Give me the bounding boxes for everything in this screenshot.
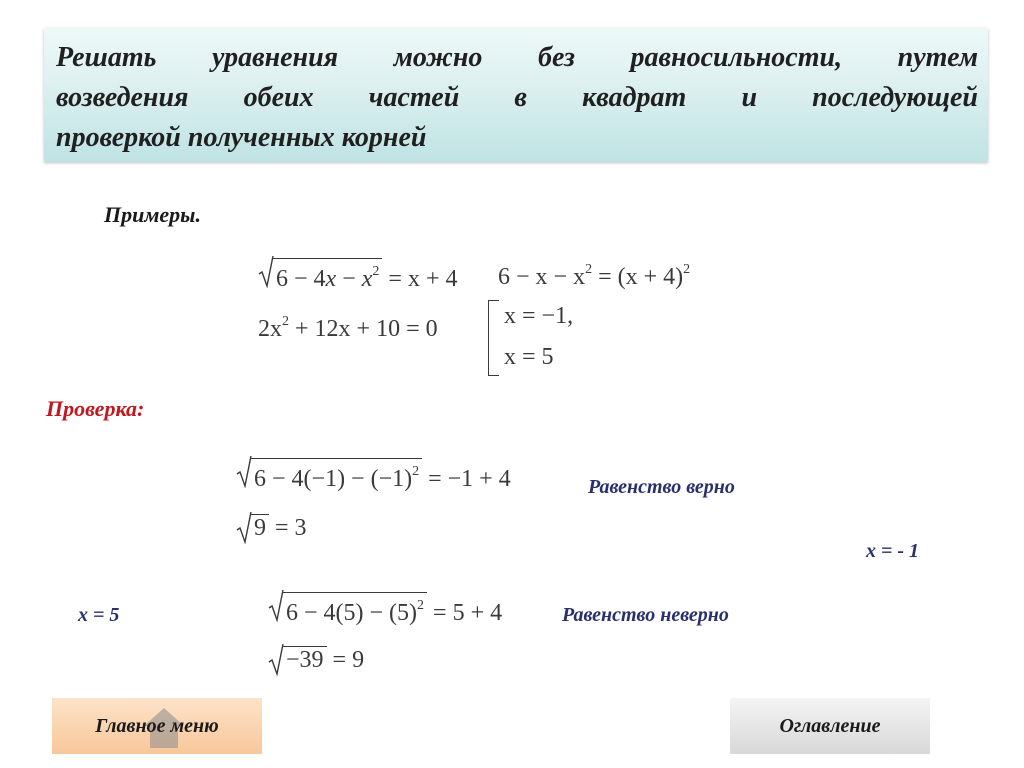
header-line-2: возведения обеих частей в квадрат и последующей xyxy=(56,82,978,113)
header-line-1: Решать уравнения можно без равносильности, путем xyxy=(56,42,978,73)
check-2b-equation: −39 = 9 xyxy=(268,646,364,674)
equation-1-rhs: = x + 4 xyxy=(382,266,458,292)
check-label: Проверка: xyxy=(46,396,145,421)
root-2-label: x = 5 xyxy=(78,604,120,626)
header-box xyxy=(44,28,988,162)
header-line-3: проверкой полученных корней xyxy=(56,122,427,153)
main-menu-button[interactable] xyxy=(52,698,262,754)
main-menu-label: Главное меню xyxy=(95,714,219,737)
roots-bracket xyxy=(488,300,499,376)
equation-3: $2x^2 + 12x + 10 = 0$ xyxy=(258,314,438,342)
equation-1 xyxy=(258,258,457,293)
root-1-label: x = - 1 xyxy=(866,540,920,562)
examples-label: Примеры. xyxy=(104,202,201,227)
check-1-result: Равенство верно xyxy=(588,476,735,498)
contents-label: Оглавление xyxy=(779,714,881,737)
root-1: x = −1, xyxy=(504,303,574,329)
equation-2: $6 - x - x^2 = (x + 4)^2$ xyxy=(498,262,691,290)
check-1b-equation: 9 = 3 xyxy=(236,514,307,542)
check-1-equation: $6 - 4(-1) - (-1)^2 = -1 + 4$ xyxy=(236,458,511,493)
contents-button[interactable] xyxy=(730,698,930,754)
sqrt-symbol: $6 - 4x - x^2$ xyxy=(258,258,382,293)
check-2-equation: $6 - 4(5) - (5)^2 = 5 + 4$ xyxy=(268,592,502,627)
root-2: x = 5 xyxy=(504,344,554,370)
check-2-result: Равенство неверно xyxy=(562,604,729,626)
